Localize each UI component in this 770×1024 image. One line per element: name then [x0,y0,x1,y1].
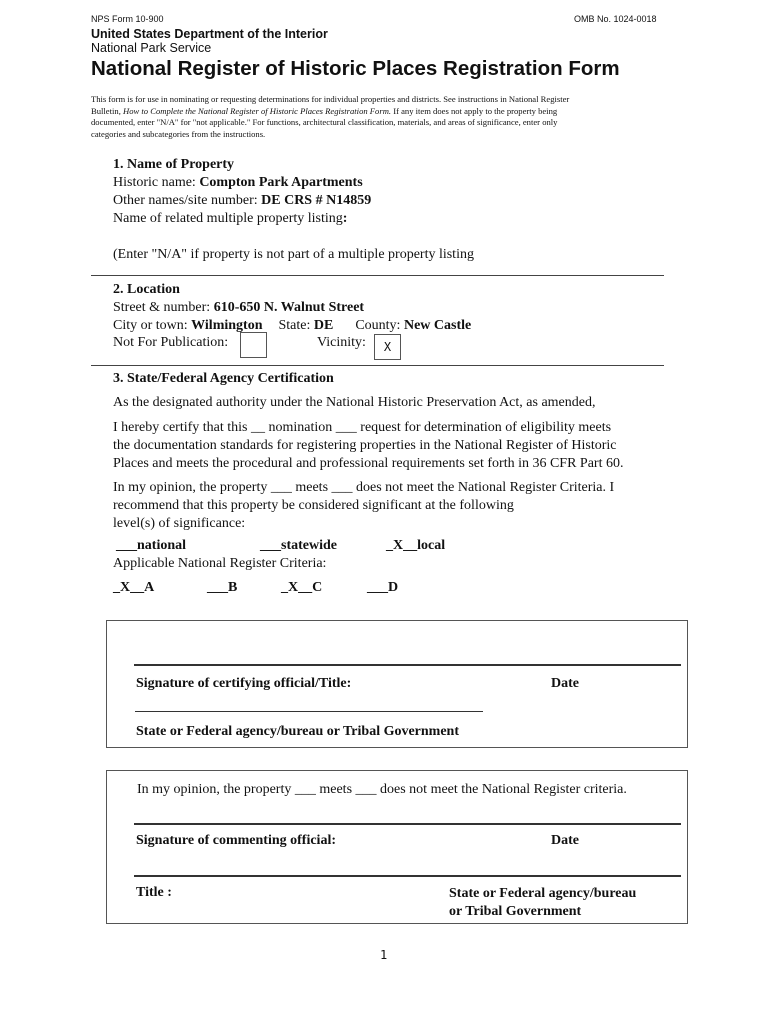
not-for-publication-label: Not For Publication: [113,335,229,350]
opinion-line-3: level(s) of significance: [113,516,246,531]
criterion-d[interactable]: ___D [367,580,399,595]
related-listing-row [113,210,474,228]
criterion-c[interactable]: _X__C [281,580,323,595]
intro-paragraph [91,94,569,140]
commenting-signature-line[interactable] [134,823,681,825]
level-statewide[interactable]: ___statewide [260,538,337,553]
omb-number: OMB No. 1024-0018 [574,14,657,24]
opinion-paragraph [113,479,614,533]
certifying-signature-label: Signature of certifying official/Title: [136,676,352,691]
certifying-agency-label: State or Federal agency/bureau or Tribal Government [136,724,460,739]
not-for-publication-checkbox[interactable] [240,332,267,358]
intro-line-2b: If any item does not apply to the property being [391,105,558,116]
criterion-b[interactable]: ___B [207,580,238,595]
section-1-heading: 1. Name of Property [113,157,235,172]
level-local[interactable]: _X__local [386,538,446,553]
authority-statement: As the designated authority under the National Historic Preservation Act, as amended, [113,395,596,410]
commenting-official-box [106,770,688,924]
certify-text-c: nomination ___ request for determination of eligibility meets [265,420,612,435]
certify-line-3: Places and meets the procedural and professional requirements set forth in 36 CFR Part 60. [113,456,624,471]
nomination-blank[interactable]: __ [251,420,266,435]
state-value: DE [313,318,334,333]
certifying-signature-line[interactable] [134,664,681,666]
divider [91,275,664,276]
service-name: National Park Service [91,41,212,55]
state-label: State: [278,318,314,333]
other-names-label: Other names/site number: [113,193,262,208]
commenting-signature-label: Signature of commenting official: [136,833,336,848]
section-3-heading: 3. State/Federal Agency Certification [113,371,334,386]
historic-name-row [113,174,474,192]
other-names-value: DE CRS # N14859 [261,193,372,208]
intro-line-2 [91,106,569,118]
multiple-listing-note: (Enter "N/A" if property is not part of a multiple property listing [113,247,474,262]
city-label: City or town: [113,318,192,333]
criterion-a[interactable]: _X__A [113,580,155,595]
street-label: Street & number: [113,300,214,315]
commenting-agency-label [449,885,636,921]
certify-text-a: I hereby certify that this [113,420,252,435]
page-number: 1 [380,948,388,962]
page-title: National Register of Historic Places Registration Form [91,57,620,80]
divider [91,365,664,366]
certifying-agency-line[interactable] [135,711,483,712]
section-location [113,281,471,335]
certifying-official-box [106,620,688,748]
criteria-label: Applicable National Register Criteria: [113,556,327,571]
related-listing-label: Name of related multiple property listing [113,211,343,226]
historic-name-label: Historic name: [113,175,200,190]
commenting-agency-line-2: or Tribal Government [449,904,582,919]
commenting-title-label: Title : [136,885,172,900]
historic-name-value: Compton Park Apartments [199,175,363,190]
county-value: New Castle [403,318,472,333]
vicinity-checkbox[interactable]: X [374,334,401,360]
vicinity-label: Vicinity: [317,335,366,350]
opinion-line-2: recommend that this property be considered significant at the following [113,498,514,513]
intro-line-2a: Bulletin, [91,105,123,116]
street-value: 610-650 N. Walnut Street [213,300,365,315]
department-name: United States Department of the Interior [91,27,328,41]
section-2-heading: 2. Location [113,282,180,297]
commenting-agency-line-1: State or Federal agency/bureau [449,886,637,901]
related-listing-colon: : [342,211,348,226]
opinion-line-1: In my opinion, the property ___ meets ___ does not meet the National Register Criteria. I [113,480,615,495]
certification-paragraph [113,419,624,473]
level-national[interactable]: ___national [116,538,187,553]
intro-line-1: This form is for use in nominating or requesting determinations for individual properties and districts. See instructions in National Register [91,94,570,104]
certify-line-1 [113,419,624,437]
form-number: NPS Form 10-900 [91,14,164,24]
commenting-opinion: In my opinion, the property ___ meets ___ does not meet the National Register criteria. [137,782,627,797]
intro-line-3: documented, enter "N/A" for "not applicable." For functions, architectural classification, materials, and areas of significance, enter only [91,117,558,127]
commenting-title-line[interactable] [134,875,681,877]
other-names-row [113,192,474,210]
section-name-of-property [113,156,474,264]
intro-line-4: categories and subcategories from the instructions. [91,128,266,139]
certifying-date-label: Date [551,676,579,691]
intro-bulletin-title: How to Complete the National Register of Historic Places Registration Form. [123,105,392,116]
certify-line-2: the documentation standards for registering properties in the National Register of Historic [113,438,617,453]
city-state-county-row [113,317,471,335]
city-value: Wilmington [191,318,263,333]
county-label: County: [355,318,404,333]
street-row [113,299,471,317]
commenting-date-label: Date [551,833,579,848]
